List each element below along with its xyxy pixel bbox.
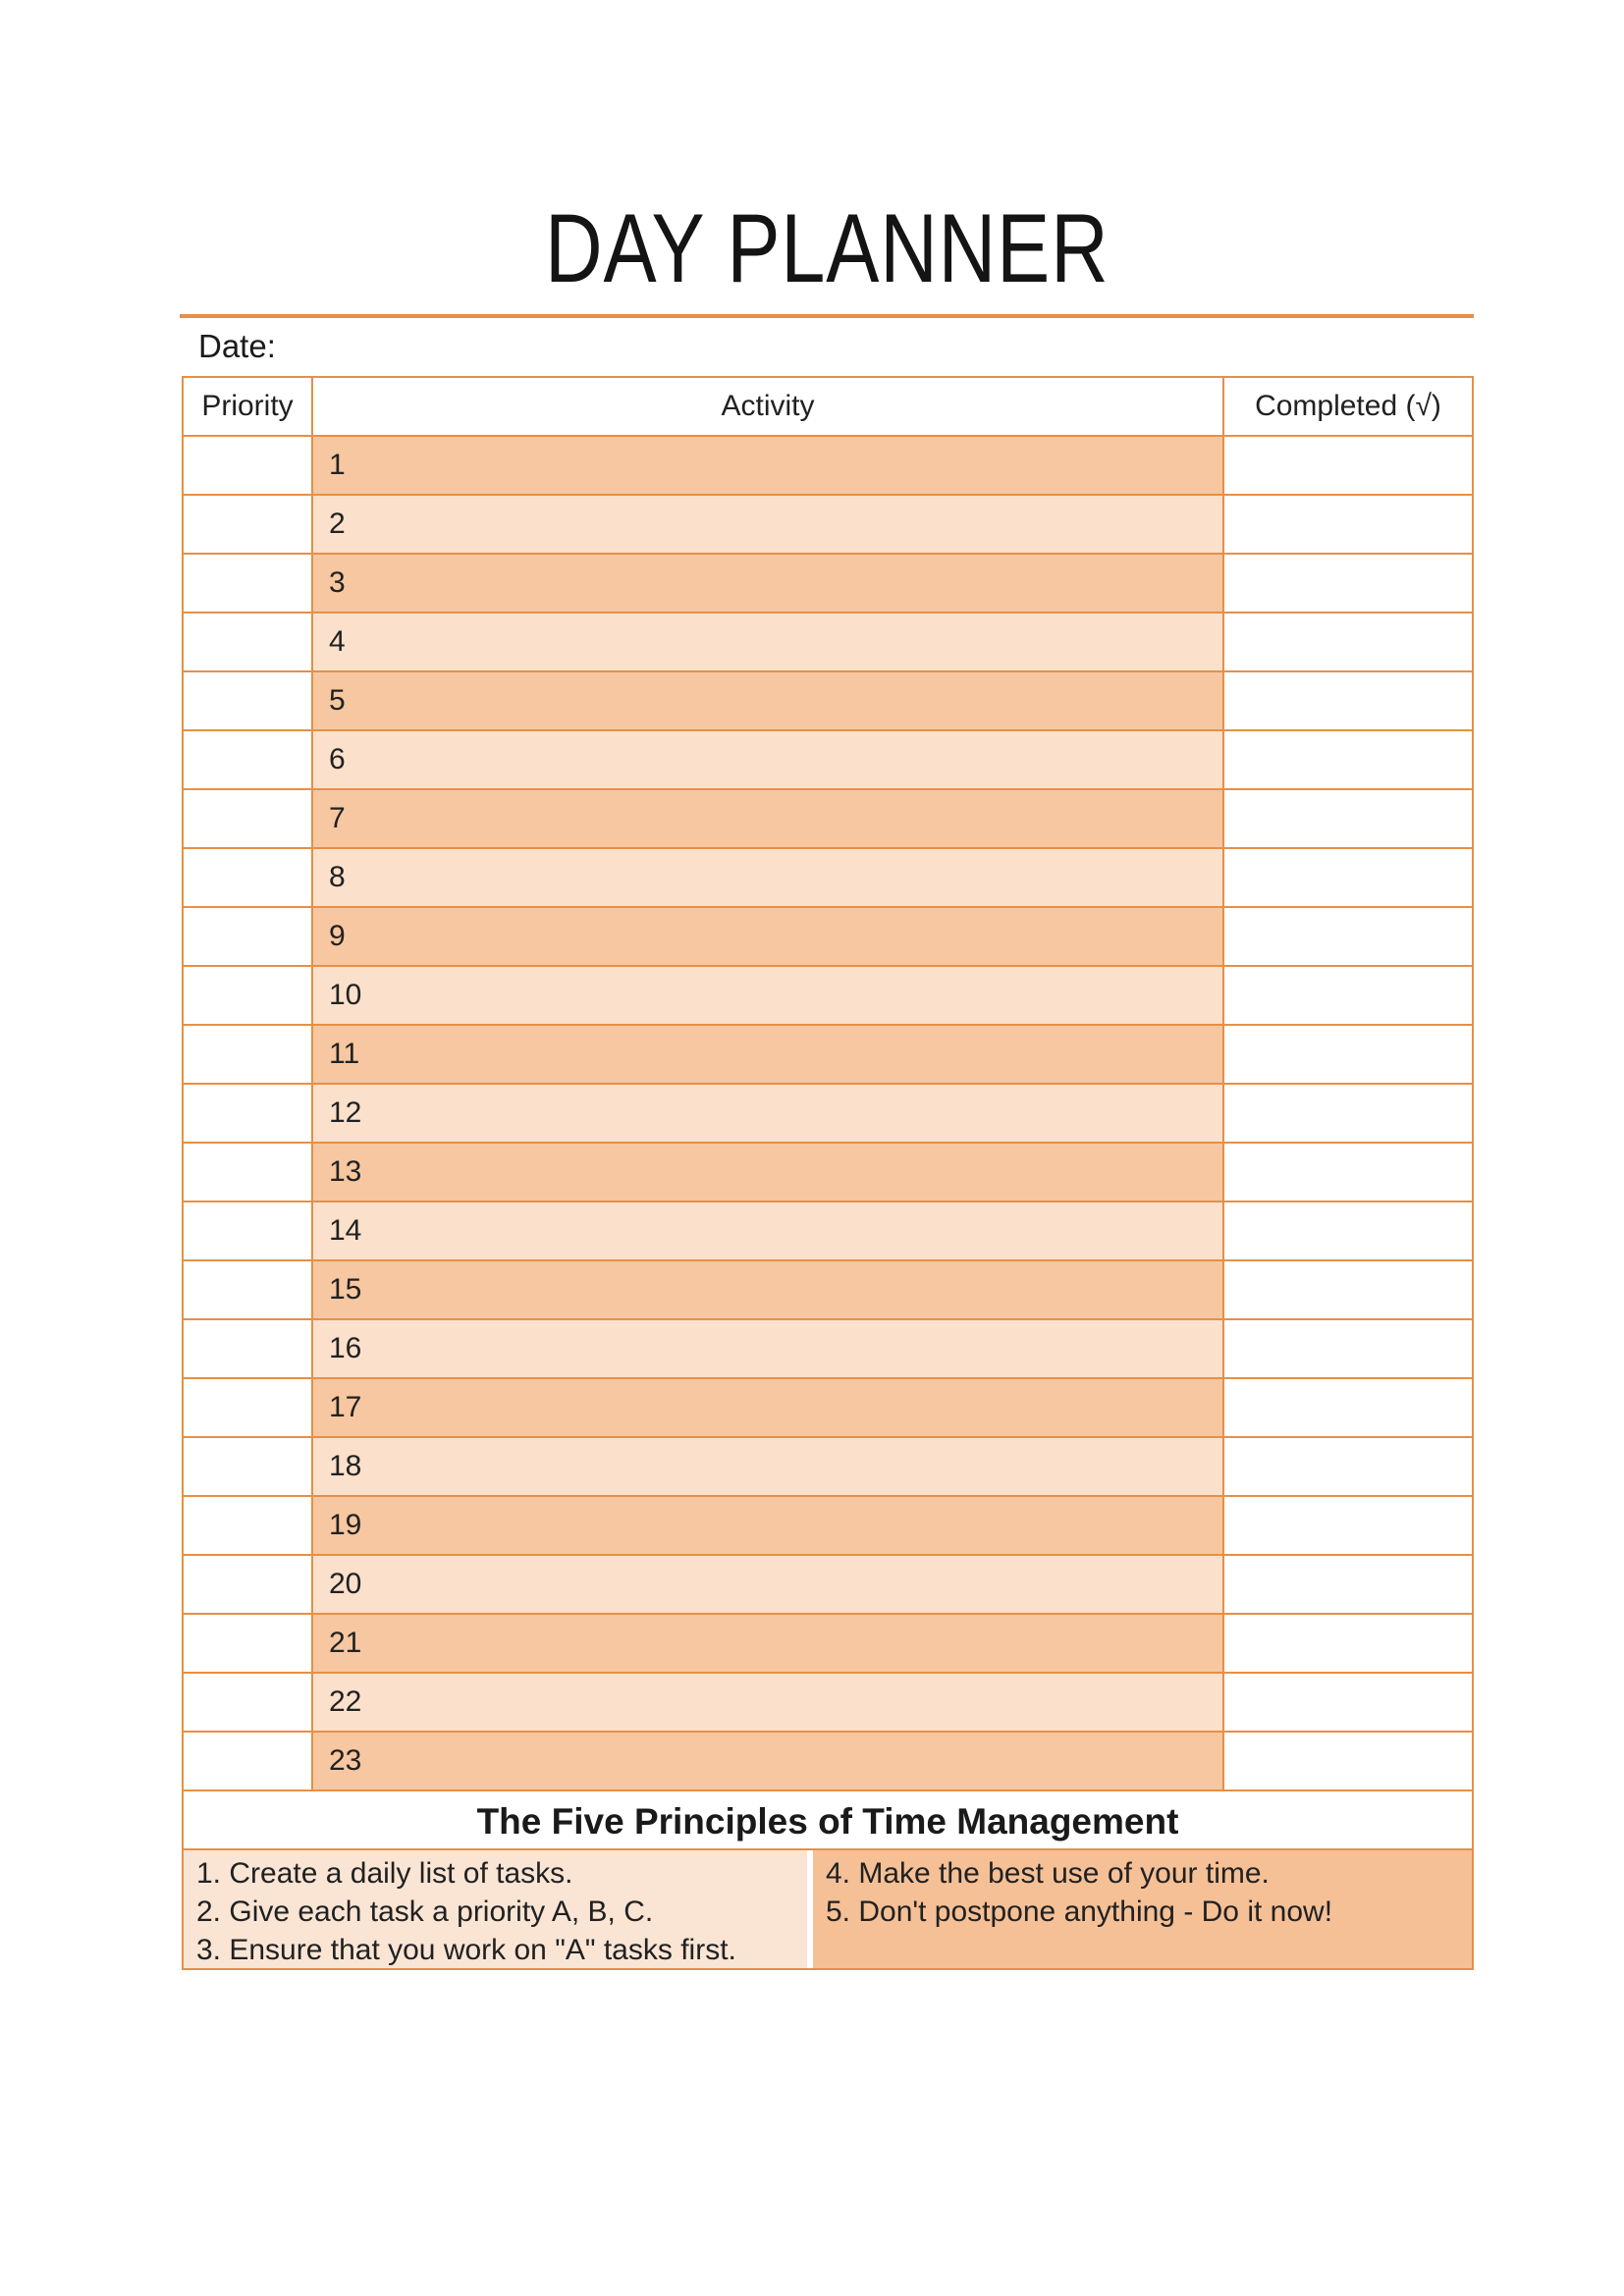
row-number: 1 bbox=[329, 449, 346, 481]
priority-cell bbox=[183, 1025, 312, 1084]
completed-cell bbox=[1223, 436, 1473, 495]
table-row bbox=[183, 1555, 1473, 1614]
activity-cell bbox=[312, 436, 1223, 495]
row-number: 8 bbox=[329, 861, 346, 893]
principles-right-list bbox=[813, 1850, 1472, 1968]
completed-cell bbox=[1223, 789, 1473, 848]
completed-cell bbox=[1223, 966, 1473, 1025]
activity-cell bbox=[312, 554, 1223, 613]
activity-cell bbox=[312, 1084, 1223, 1143]
column-header-priority: Priority bbox=[183, 377, 312, 436]
principles-row bbox=[183, 1849, 1473, 1969]
row-number: 16 bbox=[329, 1332, 362, 1364]
activity-cell bbox=[312, 789, 1223, 848]
table-row bbox=[183, 554, 1473, 613]
activity-cell bbox=[312, 1555, 1223, 1614]
table-row bbox=[183, 1201, 1473, 1260]
principles-grid bbox=[184, 1850, 1472, 1968]
table-row bbox=[183, 907, 1473, 966]
completed-cell bbox=[1223, 730, 1473, 789]
table-row bbox=[183, 1614, 1473, 1673]
row-number: 9 bbox=[329, 920, 346, 952]
table-row bbox=[183, 789, 1473, 848]
priority-cell bbox=[183, 1496, 312, 1555]
priority-cell bbox=[183, 1673, 312, 1732]
column-header-completed: Completed (√) bbox=[1223, 377, 1473, 436]
activity-cell bbox=[312, 848, 1223, 907]
principle-item-1: 1. Create a daily list of tasks. bbox=[196, 1857, 573, 1890]
priority-cell bbox=[183, 613, 312, 671]
activity-cell bbox=[312, 730, 1223, 789]
activity-cell bbox=[312, 1319, 1223, 1378]
completed-cell bbox=[1223, 495, 1473, 554]
activity-cell bbox=[312, 1673, 1223, 1732]
priority-cell bbox=[183, 1260, 312, 1319]
table-row bbox=[183, 1673, 1473, 1732]
row-number: 20 bbox=[329, 1568, 362, 1600]
completed-cell bbox=[1223, 613, 1473, 671]
activity-cell bbox=[312, 1732, 1223, 1790]
row-number: 3 bbox=[329, 566, 346, 599]
activity-cell bbox=[312, 1496, 1223, 1555]
row-number: 6 bbox=[329, 743, 346, 775]
row-number: 22 bbox=[329, 1685, 362, 1718]
row-number: 21 bbox=[329, 1627, 362, 1659]
priority-cell bbox=[183, 1319, 312, 1378]
table-row bbox=[183, 1260, 1473, 1319]
activity-cell bbox=[312, 1201, 1223, 1260]
completed-cell bbox=[1223, 671, 1473, 730]
planner-rows bbox=[183, 436, 1473, 1790]
page-title-text: DAY PLANNER bbox=[544, 193, 1110, 302]
priority-cell bbox=[183, 1143, 312, 1201]
priority-cell bbox=[183, 1732, 312, 1790]
row-number: 17 bbox=[329, 1391, 362, 1423]
table-row bbox=[183, 848, 1473, 907]
row-number: 19 bbox=[329, 1509, 362, 1541]
row-number: 10 bbox=[329, 979, 362, 1011]
completed-cell bbox=[1223, 1319, 1473, 1378]
activity-cell bbox=[312, 495, 1223, 554]
row-number: 5 bbox=[329, 684, 346, 717]
completed-cell bbox=[1223, 1260, 1473, 1319]
principle-item-2: 2. Give each task a priority A, B, C. bbox=[196, 1896, 654, 1928]
table-row bbox=[183, 1378, 1473, 1437]
page-title bbox=[182, 193, 1472, 302]
planner-footer bbox=[183, 1790, 1473, 1969]
completed-cell bbox=[1223, 1437, 1473, 1496]
table-row bbox=[183, 966, 1473, 1025]
completed-cell bbox=[1223, 848, 1473, 907]
table-row bbox=[183, 1319, 1473, 1378]
row-number: 2 bbox=[329, 507, 346, 540]
priority-cell bbox=[183, 495, 312, 554]
row-number: 23 bbox=[329, 1744, 362, 1777]
row-number: 7 bbox=[329, 802, 346, 834]
completed-cell bbox=[1223, 1496, 1473, 1555]
completed-cell bbox=[1223, 1025, 1473, 1084]
priority-cell bbox=[183, 436, 312, 495]
priority-cell bbox=[183, 1378, 312, 1437]
priority-cell bbox=[183, 1437, 312, 1496]
priority-cell bbox=[183, 1614, 312, 1673]
row-number: 15 bbox=[329, 1273, 362, 1306]
activity-cell bbox=[312, 907, 1223, 966]
table-row bbox=[183, 436, 1473, 495]
table-row bbox=[183, 1025, 1473, 1084]
completed-cell bbox=[1223, 1084, 1473, 1143]
activity-cell bbox=[312, 671, 1223, 730]
principles-heading: The Five Principles of Time Management bbox=[183, 1790, 1473, 1849]
table-row bbox=[183, 1143, 1473, 1201]
row-number: 13 bbox=[329, 1155, 362, 1188]
activity-cell bbox=[312, 1260, 1223, 1319]
principle-item-4: 4. Make the best use of your time. bbox=[826, 1857, 1270, 1890]
completed-cell bbox=[1223, 1614, 1473, 1673]
planner-table bbox=[182, 376, 1474, 1970]
activity-cell bbox=[312, 1143, 1223, 1201]
activity-cell bbox=[312, 1614, 1223, 1673]
table-row bbox=[183, 495, 1473, 554]
priority-cell bbox=[183, 907, 312, 966]
priority-cell bbox=[183, 730, 312, 789]
completed-cell bbox=[1223, 1201, 1473, 1260]
table-row bbox=[183, 1437, 1473, 1496]
table-row bbox=[183, 1496, 1473, 1555]
completed-cell bbox=[1223, 1673, 1473, 1732]
priority-cell bbox=[183, 1555, 312, 1614]
completed-cell bbox=[1223, 1378, 1473, 1437]
table-row bbox=[183, 1084, 1473, 1143]
principle-item-3: 3. Ensure that you work on "A" tasks first. bbox=[196, 1934, 736, 1966]
priority-cell bbox=[183, 1084, 312, 1143]
activity-cell bbox=[312, 1437, 1223, 1496]
row-number: 14 bbox=[329, 1214, 362, 1247]
row-number: 18 bbox=[329, 1450, 362, 1482]
priority-cell bbox=[183, 789, 312, 848]
planner-table-header bbox=[183, 377, 1473, 436]
activity-cell bbox=[312, 966, 1223, 1025]
date-label: Date: bbox=[198, 328, 276, 364]
title-divider bbox=[180, 314, 1474, 318]
completed-cell bbox=[1223, 1732, 1473, 1790]
table-row bbox=[183, 613, 1473, 671]
row-number: 4 bbox=[329, 625, 346, 658]
completed-cell bbox=[1223, 907, 1473, 966]
priority-cell bbox=[183, 671, 312, 730]
table-row bbox=[183, 730, 1473, 789]
priority-cell bbox=[183, 1201, 312, 1260]
priority-cell bbox=[183, 554, 312, 613]
priority-cell bbox=[183, 848, 312, 907]
principle-item-5: 5. Don't postpone anything - Do it now! bbox=[826, 1896, 1333, 1928]
table-row bbox=[183, 1732, 1473, 1790]
header-row bbox=[183, 377, 1473, 436]
day-planner-document bbox=[182, 0, 1472, 2296]
table-row bbox=[183, 671, 1473, 730]
row-number: 11 bbox=[329, 1038, 360, 1070]
activity-cell bbox=[312, 1378, 1223, 1437]
principles-left-list bbox=[184, 1850, 807, 1968]
completed-cell bbox=[1223, 554, 1473, 613]
activity-cell bbox=[312, 613, 1223, 671]
completed-cell bbox=[1223, 1143, 1473, 1201]
priority-cell bbox=[183, 966, 312, 1025]
completed-cell bbox=[1223, 1555, 1473, 1614]
activity-cell bbox=[312, 1025, 1223, 1084]
row-number: 12 bbox=[329, 1096, 362, 1129]
column-header-activity: Activity bbox=[312, 377, 1223, 436]
principles-heading-row bbox=[183, 1790, 1473, 1849]
